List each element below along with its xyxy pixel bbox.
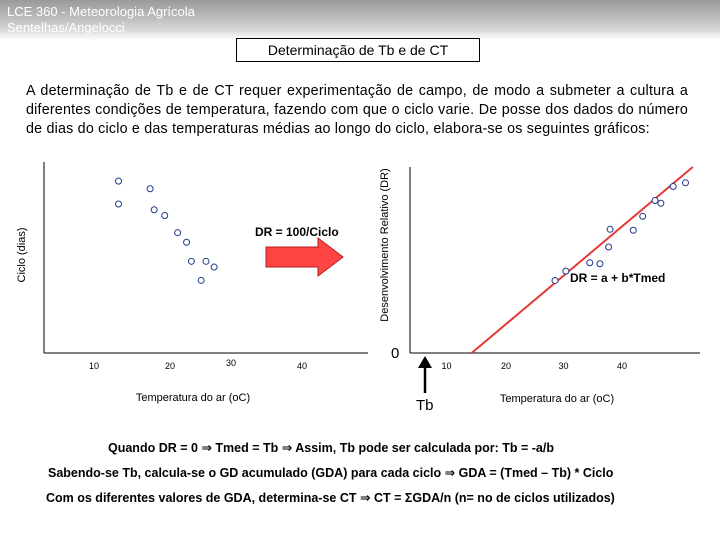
header-band: [0, 0, 720, 40]
footer-line-2: [48, 465, 613, 480]
right-y-label: Desenvolvimento Relativo (DR): [379, 168, 391, 322]
left-points: [116, 178, 218, 283]
data-point: [652, 197, 658, 203]
slide-title: Determinação de Tb e de CT: [236, 38, 480, 62]
tb-pointer: [416, 356, 434, 414]
right-x-label: Temperatura do ar (oC): [499, 393, 615, 405]
data-point: [587, 260, 593, 266]
arrow-label: DR = 100/Ciclo: [255, 225, 339, 239]
data-point: [151, 207, 157, 213]
x-tick-label: 20: [164, 361, 176, 371]
data-point: [563, 268, 569, 274]
x-tick-label: 10: [441, 361, 452, 371]
right-chart: [379, 167, 700, 414]
data-point: [184, 239, 190, 245]
regression-line: [472, 167, 693, 353]
course-title: LCE 360 - Meteorologia Agrícola: [7, 4, 195, 19]
data-point: [683, 180, 689, 186]
footer-1a: Quando DR = 0: [108, 441, 198, 455]
origin-label: 0: [391, 345, 400, 362]
data-point: [203, 258, 209, 264]
left-chart: [16, 162, 368, 404]
data-point: [188, 258, 194, 264]
footer-3b: CT = ΣGDA/n (n= no de ciclos utilizados): [373, 491, 615, 505]
data-point: [552, 277, 558, 283]
data-point: [116, 201, 122, 207]
footer-line-1: [108, 440, 554, 455]
intro-paragraph: A determinação de Tb e de CT requer experimentação de campo, de modo a submeter a cultura a diferentes condições de temperatura, fazendo com que o ciclo varie. De posse dos dados do número de dias do ciclo e das temperaturas médias ao longo do ciclo, elabora-se os seguintes gráficos:: [26, 83, 688, 137]
footer-line-3: [46, 490, 615, 505]
x-tick-label: 10: [88, 361, 100, 371]
transform-arrow: [255, 225, 343, 276]
footer-2a: Sabendo-se Tb, calcula-se o GD acumulado (GDA) para cada ciclo: [48, 466, 442, 480]
data-point: [630, 227, 636, 233]
data-point: [175, 230, 181, 236]
x-tick-label: 30: [225, 358, 237, 368]
implies-arrow-icon: ⇒: [360, 491, 371, 505]
implies-arrow-icon: ⇒: [201, 441, 212, 455]
data-point: [597, 261, 603, 267]
left-x-ticks: [89, 358, 307, 371]
x-tick-label: 40: [296, 361, 308, 371]
implies-arrow-icon: ⇒: [281, 441, 293, 455]
x-tick-label: 20: [500, 361, 512, 371]
authors: Sentelhas/Angelocci: [7, 20, 125, 35]
left-x-label: Temperatura do ar (oC): [135, 392, 251, 404]
data-point: [670, 184, 676, 190]
data-point: [640, 213, 646, 219]
footer-1c: Assim, Tb pode ser calculada por: Tb = -a/b: [295, 441, 554, 455]
figure-area: [0, 150, 720, 430]
data-point: [147, 186, 153, 192]
data-point: [116, 178, 122, 184]
data-point: [606, 244, 612, 250]
regression-equation: DR = a + b*Tmed: [570, 271, 666, 285]
footer-1b: Tmed = Tb: [215, 441, 279, 455]
data-point: [211, 264, 217, 270]
x-tick-label: 40: [616, 361, 628, 371]
right-x-ticks: [441, 361, 627, 371]
x-tick-label: 30: [558, 361, 569, 371]
implies-arrow-icon: ⇒: [444, 466, 456, 480]
tb-arrow-head: [418, 356, 432, 368]
data-point: [607, 226, 613, 232]
data-point: [198, 277, 204, 283]
data-point: [162, 212, 168, 218]
footer-3a: Com os diferentes valores de GDA, determina-se CT: [46, 491, 357, 505]
footer-2b: GDA = (Tmed – Tb) * Ciclo: [458, 466, 614, 480]
arrow-shape: [266, 238, 343, 276]
data-point: [658, 200, 664, 206]
left-y-label: Ciclo (dias): [16, 227, 28, 283]
tb-label: Tb: [416, 397, 434, 414]
